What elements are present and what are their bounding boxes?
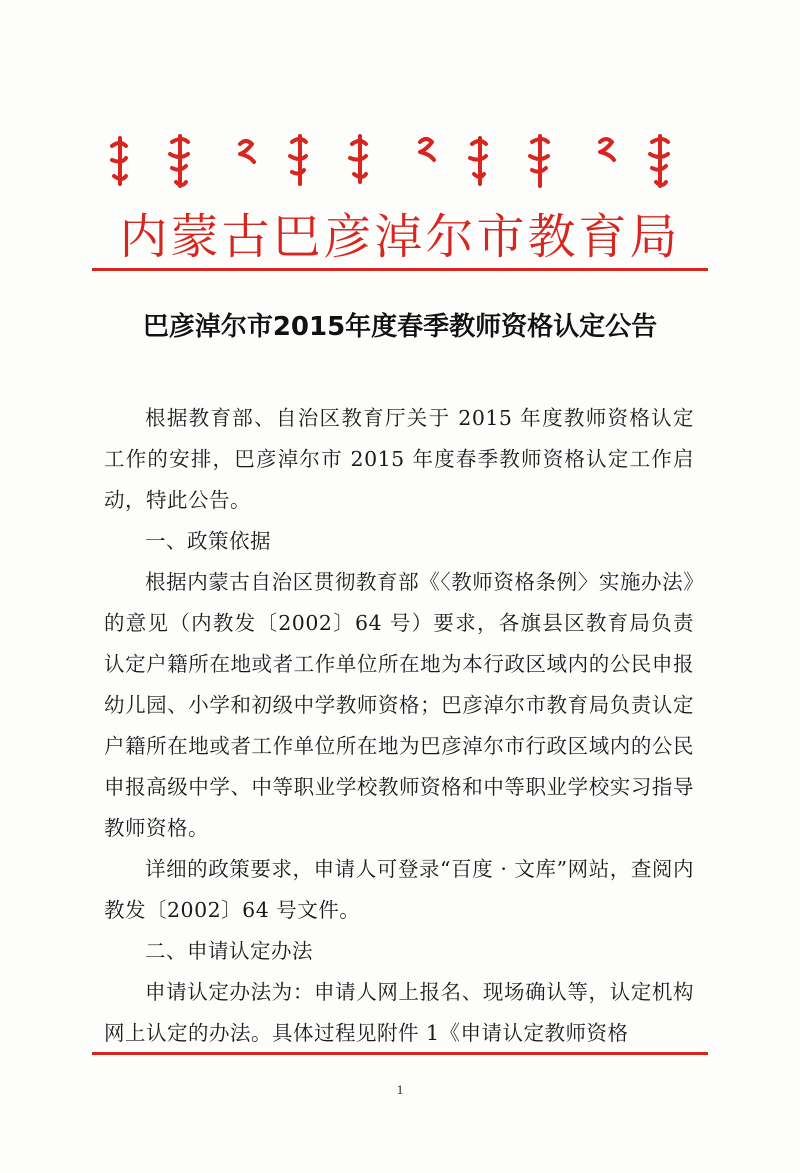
intro-paragraph: 根据教育部、自治区教育厅关于 2015 年度教师资格认定工作的安排，巴彦淖尔市 2015 年度春季教师资格认定工作启动，特此公告。 (104, 406, 694, 512)
mongolian-script-icon (92, 128, 712, 198)
footer-divider (92, 1052, 708, 1055)
header-divider (92, 268, 708, 271)
mongolian-script-header (92, 128, 712, 198)
policy-detail-paragraph: 详细的政策要求，申请人可登录“百度 · 文库”网站，查阅内教发〔2002〕64 号文件。 (104, 857, 694, 922)
section-heading-method: 二、申请认定办法 (145, 939, 313, 963)
document-title: 巴彦淖尔市2015年度春季教师资格认定公告 (142, 312, 658, 342)
section-heading-policy: 一、政策依据 (145, 529, 271, 553)
agency-name-heading: 内蒙古巴彦淖尔市教育局 (119, 209, 681, 265)
page-number: 1 (396, 1082, 404, 1097)
method-paragraph: 申请认定办法为：申请人网上报名、现场确认等，认定机构网上认定的办法。具体过程见附件 1《申请认定教师资格 (104, 980, 694, 1045)
policy-paragraph: 根据内蒙古自治区贯彻教育部《〈教师资格条例〉实施办法》的意见（内教发〔2002〕64 号）要求，各旗县区教育局负责认定户籍所在地或者工作单位所在地为本行政区域内的公民申报幼儿园、小学和初级中学教师资格；巴彦淖尔市教育局负责认定户籍所在地或者工作单位所在地为巴彦淖尔市行政区域内的公民申报高级中学、中等职业学校教师资格和中等职业学校实习指导教师资格。 (104, 570, 694, 840)
document-body (104, 398, 694, 1054)
